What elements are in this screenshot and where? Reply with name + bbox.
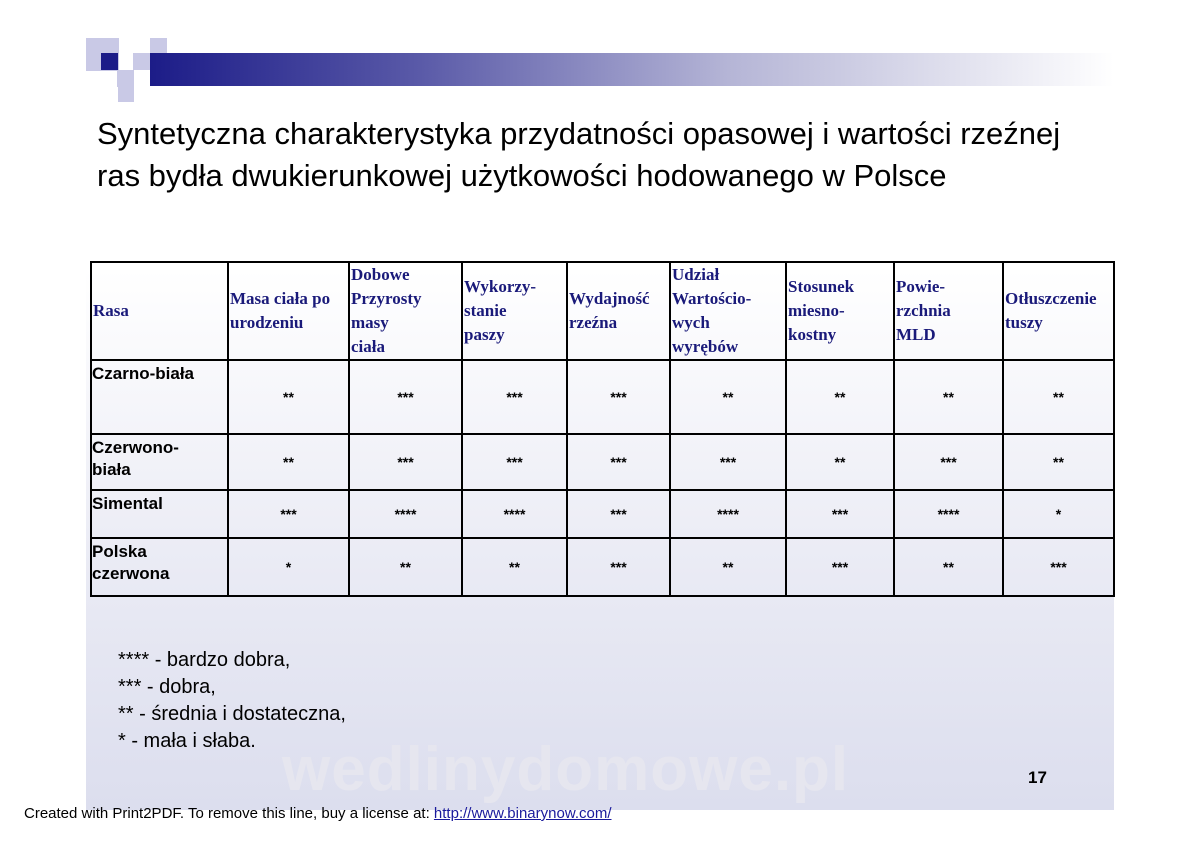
header-gradient-bar <box>150 53 1114 86</box>
legend-item: ** - średnia i dostateczna, <box>118 703 346 725</box>
rating-cell: ** <box>786 434 894 490</box>
rating-cell: *** <box>786 490 894 538</box>
breed-name: Czarno-biała <box>91 360 228 434</box>
rating-cell: *** <box>1003 538 1114 596</box>
column-header: Wydajność rzeźna <box>567 262 670 360</box>
rating-cell: ** <box>670 538 786 596</box>
table-row <box>91 360 1114 434</box>
rating-cell: *** <box>349 434 462 490</box>
page-number: 17 <box>1028 768 1047 787</box>
rating-cell: *** <box>567 538 670 596</box>
column-header: Udział Wartościo- wych wyrębów <box>670 262 786 360</box>
breed-name: Czerwono- biała <box>91 434 228 490</box>
breed-name: Polska czerwona <box>91 538 228 596</box>
rating-cell: *** <box>462 434 567 490</box>
column-header: Otłuszczenie tuszy <box>1003 262 1114 360</box>
rating-cell: ** <box>349 538 462 596</box>
rating-cell: *** <box>567 490 670 538</box>
rating-cell: * <box>1003 490 1114 538</box>
table-row <box>91 538 1114 596</box>
table-row <box>91 490 1114 538</box>
column-header: Rasa <box>91 262 228 360</box>
column-header: Wykorzy- stanie paszy <box>462 262 567 360</box>
breed-table <box>90 261 1115 597</box>
rating-cell: **** <box>670 490 786 538</box>
rating-cell: **** <box>462 490 567 538</box>
watermark: wedlinydomowe.pl <box>282 735 850 804</box>
rating-cell: ** <box>894 360 1003 434</box>
table-header-row <box>91 262 1114 360</box>
table-row <box>91 434 1114 490</box>
legend-item: *** - dobra, <box>118 676 216 698</box>
rating-cell: **** <box>349 490 462 538</box>
legend-item: **** - bardzo dobra, <box>118 649 291 671</box>
rating-cell: ** <box>1003 434 1114 490</box>
rating-cell: ** <box>894 538 1003 596</box>
rating-cell: *** <box>228 490 349 538</box>
footer-note <box>24 805 612 822</box>
rating-cell: *** <box>567 360 670 434</box>
column-header: Dobowe Przyrosty masy ciała <box>349 262 462 360</box>
column-header: Stosunek miesno- kostny <box>786 262 894 360</box>
rating-cell: **** <box>894 490 1003 538</box>
column-header: Powie- rzchnia MLD <box>894 262 1003 360</box>
footer-link[interactable]: http://www.binarynow.com/ <box>433 805 612 822</box>
legend-item: * - mała i słaba. <box>118 730 256 752</box>
slide-title: Syntetyczna charakterystyka przydatności opasowej i wartości rzeźnej ras bydła dwukierunkowej użytkowości hodowanego w Polsce <box>97 116 1061 193</box>
breed-name: Simental <box>91 490 228 538</box>
rating-cell: ** <box>228 360 349 434</box>
rating-cell: *** <box>894 434 1003 490</box>
column-header: Masa ciała po urodzeniu <box>228 262 349 360</box>
rating-cell: *** <box>786 538 894 596</box>
rating-cell: ** <box>670 360 786 434</box>
rating-cell: *** <box>670 434 786 490</box>
rating-cell: *** <box>349 360 462 434</box>
rating-cell: *** <box>462 360 567 434</box>
rating-cell: ** <box>786 360 894 434</box>
rating-cell: ** <box>228 434 349 490</box>
rating-cell: ** <box>1003 360 1114 434</box>
rating-cell: ** <box>462 538 567 596</box>
rating-cell: *** <box>567 434 670 490</box>
rating-cell: * <box>228 538 349 596</box>
footer-text: Created with Print2PDF. To remove this line, buy a license at: <box>24 805 434 822</box>
